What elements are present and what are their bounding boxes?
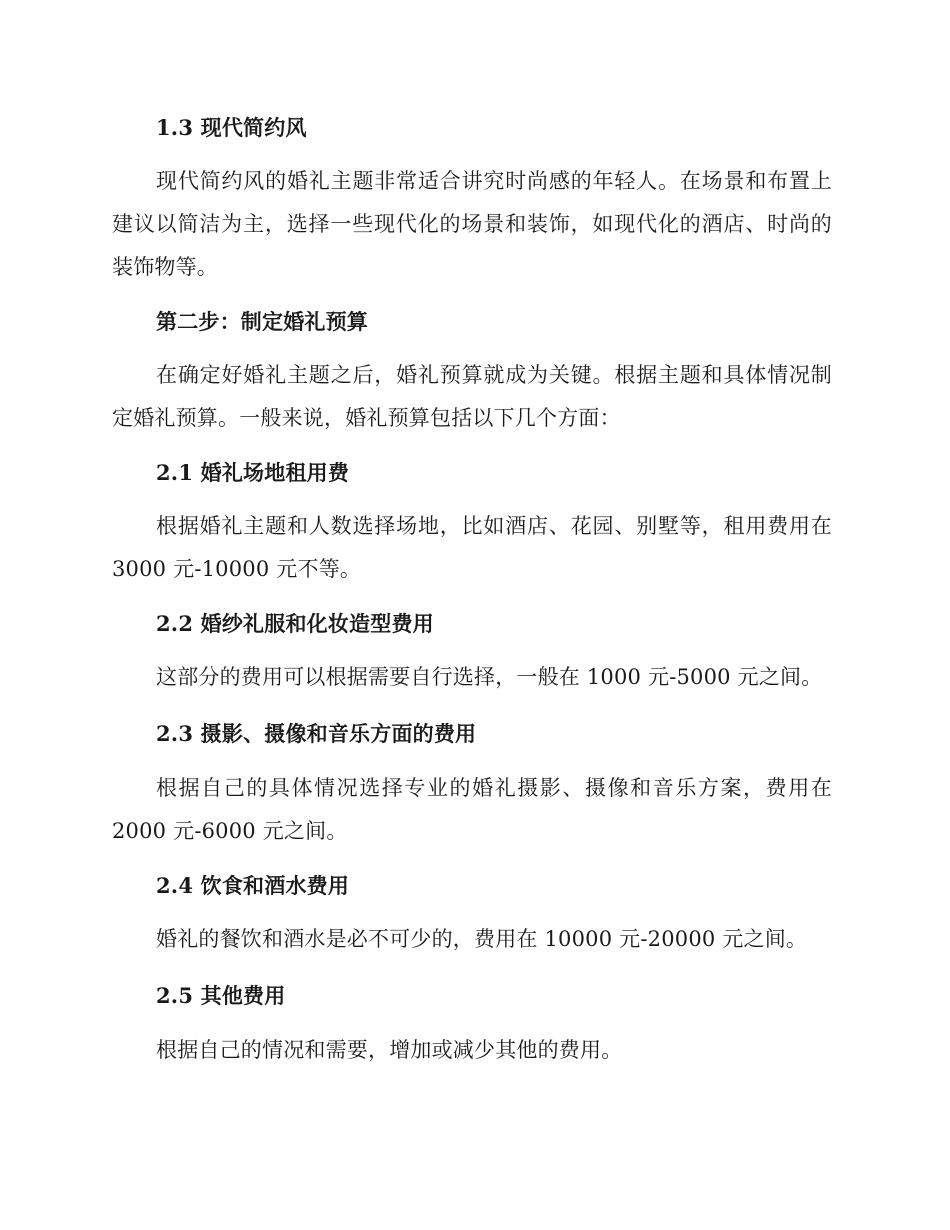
heading-food-drinks: 2.4 饮食和酒水费用 xyxy=(156,873,350,898)
paragraph-dress-makeup: 这部分的费用可以根据需要自行选择，一般在 1000 元-5000 元之间。 xyxy=(156,665,823,689)
paragraph-other-costs: 根据自己的情况和需要，增加或减少其他的费用。 xyxy=(156,1038,623,1062)
heading-dress-makeup: 2.2 婚纱礼服和化妆造型费用 xyxy=(156,611,434,636)
heading-venue-rental: 2.1 婚礼场地租用费 xyxy=(156,460,350,485)
heading-step-two-budget: 第二步：制定婚礼预算 xyxy=(156,309,368,334)
heading-photo-video-music: 2.3 摄影、摄像和音乐方面的费用 xyxy=(156,721,477,746)
paragraph-modern-minimalist: 现代简约风的婚礼主题非常适合讲究时尚感的年轻人。在场景和布置上建议以简洁为主，选择一些现代化的场景和装饰，如现代化的酒店、时尚的装饰物等。 xyxy=(112,169,832,279)
paragraph-budget-intro: 在确定好婚礼主题之后，婚礼预算就成为关键。根据主题和具体情况制定婚礼预算。一般来说，婚礼预算包括以下几个方面： xyxy=(112,363,832,430)
heading-modern-minimalist: 1.3 现代简约风 xyxy=(156,115,307,140)
paragraph-venue-rental: 根据婚礼主题和人数选择场地，比如酒店、花园、别墅等，租用费用在3000 元-10000 元不等。 xyxy=(112,514,832,581)
paragraph-food-drinks: 婚礼的餐饮和酒水是必不可少的，费用在 10000 元-20000 元之间。 xyxy=(156,927,808,951)
paragraph-photo-video-music: 根据自己的具体情况选择专业的婚礼摄影、摄像和音乐方案，费用在2000 元-6000 元之间。 xyxy=(112,776,832,843)
heading-other-costs: 2.5 其他费用 xyxy=(156,983,286,1008)
